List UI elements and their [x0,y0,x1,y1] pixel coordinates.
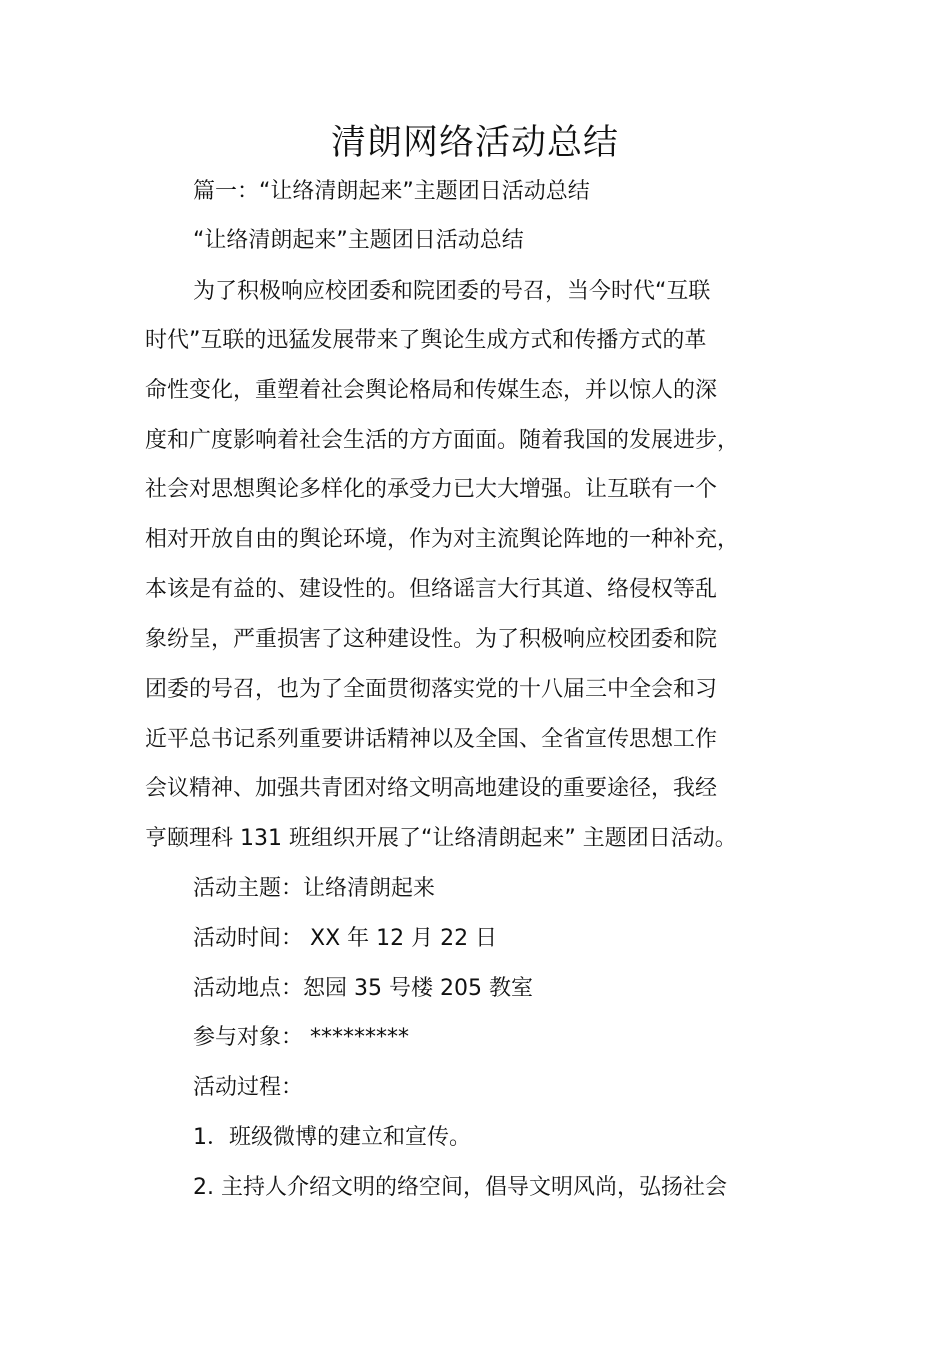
paragraph-line: 为了积极响应校团委和院团委的号召，当今时代“互联 [193,279,711,304]
document-title: 清朗网络活动总结 [330,123,619,163]
process-step: 1．班级微博的建立和宣传。 [193,1125,471,1150]
process-step: 2. 主持人介绍文明的络空间，倡导文明风尚，弘扬社会 [193,1175,727,1200]
paragraph-line: 命性变化，重塑着社会舆论格局和传媒生态，并以惊人的深 [145,378,718,403]
activity-theme: 活动主题：让络清朗起来 [193,876,436,901]
paragraph-line: 相对开放自由的舆论环境，作为对主流舆论阵地的一种补充， [145,527,740,552]
paragraph-line: 亨颐理科 131 班组织开展了“让络清朗起来” 主题团日活动。 [145,826,737,851]
activity-location: 活动地点：恕园 35 号楼 205 教室 [193,976,533,1001]
paragraph-line: 时代”互联的迅猛发展带来了舆论生成方式和传播方式的革 [145,328,707,353]
paragraph-line: 近平总书记系列重要讲话精神以及全国、全省宣传思想工作 [145,727,718,752]
paragraph-line: 象纷呈，严重损害了这种建设性。为了积极响应校团委和院 [145,627,718,652]
paragraph-line: 度和广度影响着社会生活的方方面面。随着我国的发展进步， [145,428,740,453]
activity-process-label: 活动过程： [193,1075,304,1100]
subheading: “让络清朗起来”主题团日活动总结 [193,228,524,253]
paragraph-line: 本该是有益的、建设性的。但络谣言大行其道、络侵权等乱 [145,577,718,602]
activity-time: 活动时间： XX 年 12 月 22 日 [193,926,498,951]
chapter-heading: 篇一：“让络清朗起来”主题团日活动总结 [193,179,590,204]
paragraph-line: 社会对思想舆论多样化的承受力已大大增强。让互联有一个 [145,477,718,502]
activity-participants: 参与对象： ********* [193,1025,409,1050]
paragraph-line: 团委的号召，也为了全面贯彻落实党的十八届三中全会和习 [145,677,718,702]
paragraph-line: 会议精神、加强共青团对络文明高地建设的重要途径，我经 [145,776,718,801]
